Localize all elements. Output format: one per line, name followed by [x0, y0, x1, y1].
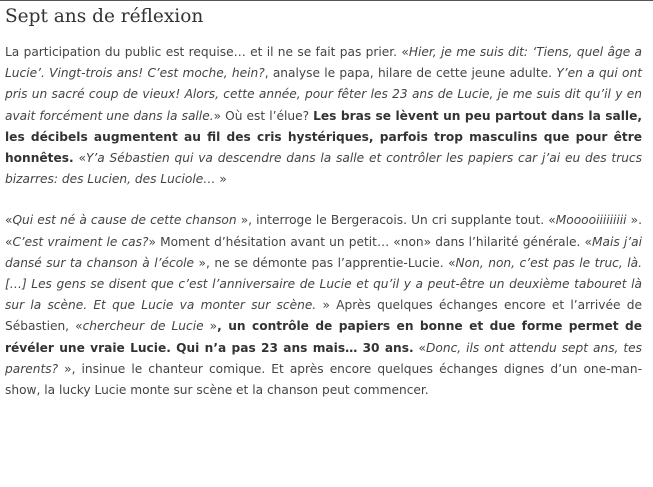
p2-run: » Après quelques échanges encore et l’arrivée de Sébastien, « — [5, 298, 642, 334]
p1-quote: Y’a Sébastien qui va descendre dans la salle et contrôler les papiers car j’ai eu des trucs bizarres: des Lucien, des Luciole… — [5, 151, 642, 187]
p1-run: , analyse le papa, hilare de cette jeune adulte. — [264, 66, 557, 81]
p2-quote: chercheur de Lucie — [82, 319, 204, 334]
p2-quote: Non, non, c’est pas le truc, là. […] Les gens se disent que c’est l’anniversaire de Lucie et qu’il y a peut-être un deuxième tabouret là sur la scène. Et que Lucie va monter sur scène. — [5, 255, 642, 313]
p1-run: » — [215, 172, 227, 187]
p2-quote: Qui est né à cause de cette chanson — [12, 213, 237, 228]
p2-run: », insinue le chanteur comique. Et après encore quelques échanges dignes d’un one-man-show, la lucky Lucie monte sur scène et la chanson peut commencer. — [5, 361, 642, 398]
p2-run: » — [203, 319, 218, 334]
p1-quote: Hier, je me suis dit: ‘Tiens, quel âge a Lucie’. Vingt-trois ans! C’est moche, hein? — [5, 45, 643, 81]
p2-run: « — [413, 340, 427, 355]
p1-bold: Les bras se lèvent un peu partout dans la salle, les décibels augmentent au fil des cris hystériques, parfois trop masculins que pour être honnêtes. — [5, 108, 642, 166]
p2-quote: Donc, ils ont attendu sept ans, tes parents? — [5, 340, 642, 376]
p2-run: », ne se démonte pas l’apprentie-Lucie. « — [194, 255, 456, 270]
p2-run: ». « — [5, 213, 642, 249]
article-section — [5, 4, 642, 421]
paragraph-1 — [5, 42, 642, 190]
p2-run: » Moment d’hésitation avant un petit… «non» dans l’hilarité générale. « — [148, 234, 593, 249]
p2-bold: , un contrôle de papiers en bonne et due forme permet de révéler une vraie Lucie. Qui n’a pas 23 ans mais… 30 ans. — [5, 319, 642, 355]
p1-quote: Y’en a qui ont pris un sacré coup de vieux! Alors, cette année, pour fêter les 23 ans de Lucie, je me suis dit qu’il y en avait forcément une dans la salle. — [5, 66, 642, 123]
top-divider — [0, 0, 653, 1]
p2-quote: C’est vraiment le cas? — [12, 234, 149, 249]
p2-run: », interroge le Bergeracois. Un cri supplante tout. « — [236, 213, 556, 228]
p2-run: « — [5, 213, 13, 228]
section-heading: Sept ans de réflexion — [5, 6, 204, 27]
p2-quote: Mais j’ai dansé sur ta chanson à l’école — [5, 234, 642, 270]
p1-run: La participation du public est requise… et il ne se fait pas prier. « — [5, 45, 409, 59]
paragraph-2 — [5, 210, 642, 401]
p1-run: » Où est l’élue? — [213, 108, 314, 123]
p2-quote: Mooooiiiiiiiii — [555, 213, 627, 228]
p1-run: « — [73, 151, 86, 166]
